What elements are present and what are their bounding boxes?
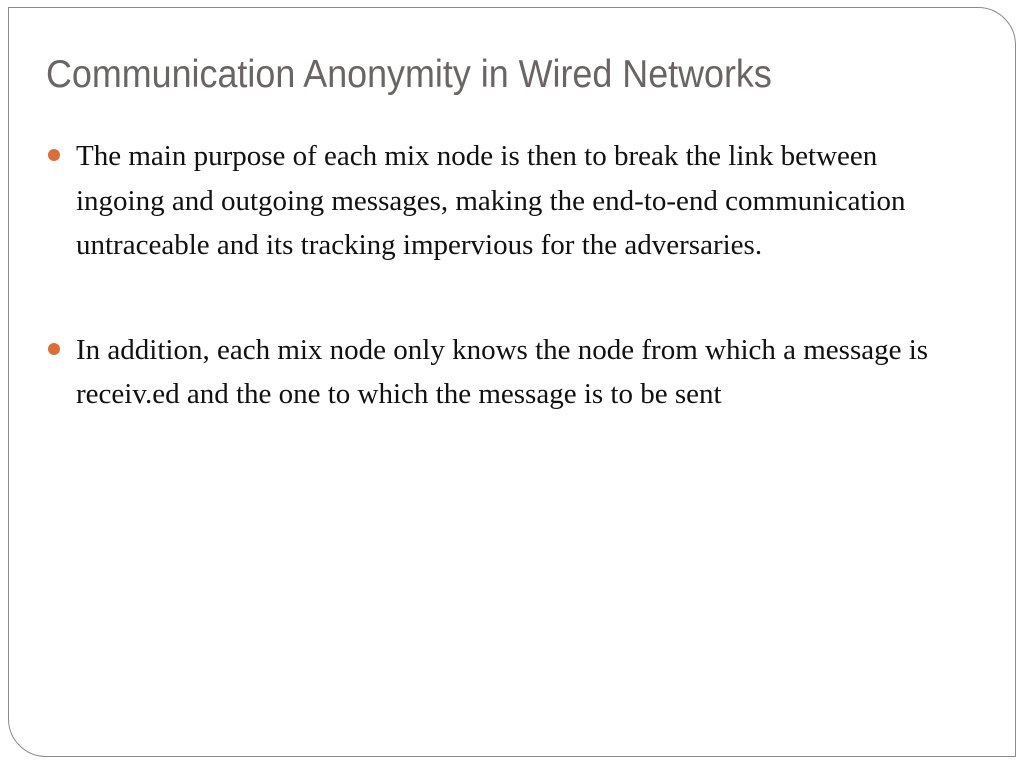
slide-title: Communication Anonymity in Wired Networks [46, 53, 772, 96]
bullet-list [48, 134, 948, 477]
bullet-dot-icon [48, 149, 60, 161]
bullet-item-mix-knowledge [48, 328, 948, 417]
bullet-item-mix-purpose [48, 134, 948, 268]
bullet-text: The main purpose of each mix node is then to break the link between ingoing and outgoing messages, making the end-to-end communication untraceable and its tracking impervious for the adversaries. [76, 140, 906, 261]
bullet-dot-icon [48, 343, 60, 355]
bullet-text: In addition, each mix node only knows the node from which a message is receiv.ed and the one to which the message is to be sent [76, 333, 929, 410]
